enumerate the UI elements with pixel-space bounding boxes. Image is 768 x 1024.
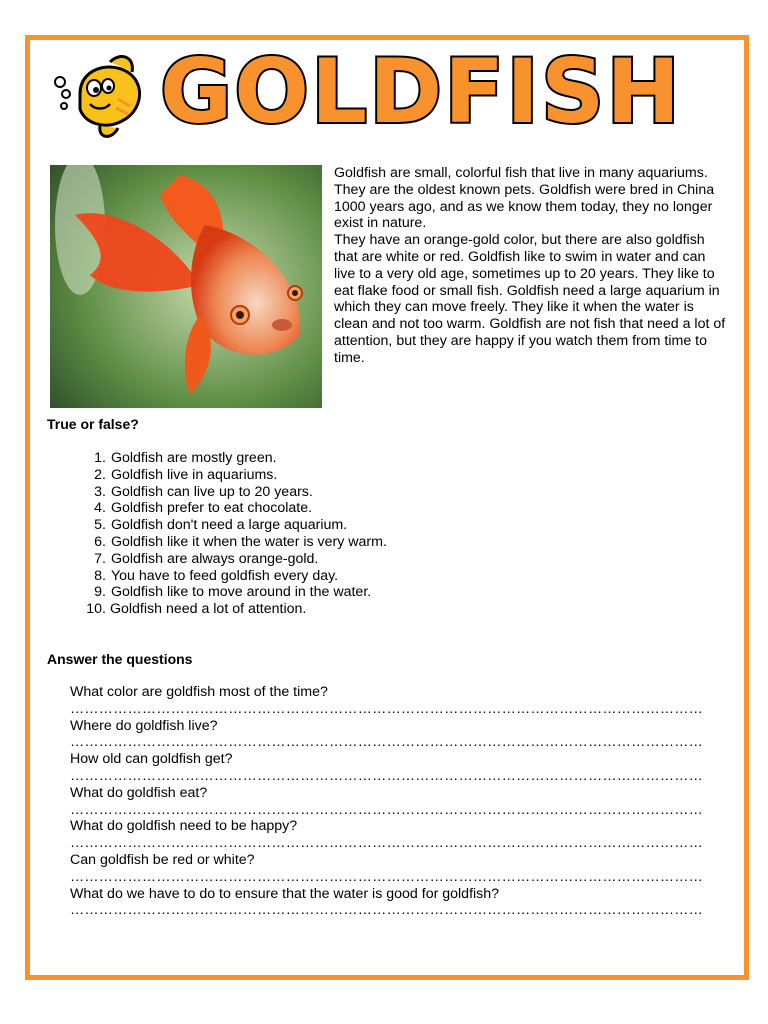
page-title: GOLDFISH [160, 40, 683, 143]
list-item: 6. Goldfish like it when the water is very warm. [94, 533, 387, 550]
question-text: What color are goldfish most of the time? [70, 684, 328, 700]
answer-questions-heading: Answer the questions [47, 651, 193, 667]
answer-line[interactable]: …………………………………………………………………………………………………………………… [70, 734, 704, 751]
goldfish-photo [50, 165, 322, 408]
question-text: What do goldfish need to be happy? [70, 818, 298, 835]
list-item: 9. Goldfish like to move around in the water. [94, 584, 372, 601]
true-false-list [70, 450, 387, 618]
list-item: 4. Goldfish prefer to eat chocolate. [94, 500, 313, 517]
list-item: 10. Goldfish need a lot of attention. [86, 601, 307, 618]
answer-line[interactable]: …………………………………………………………………………………………………………………… [70, 835, 704, 852]
list-item: 7. Goldfish are always orange-gold. [94, 550, 319, 567]
true-false-heading: True or false? [47, 416, 139, 432]
answer-line[interactable]: …………………………………………………………………………………………………………………… [70, 801, 704, 818]
intro-paragraph-2: They have an orange-gold color, but there are also goldfish that are white or red. Goldfish like to swim in water and can live to a very old age, sometimes up to 20 years. They like to eat flake food or small fish. Goldfish need a large aquarium in which they can move freely. They like it when the water is clean and not too warm. Goldfish are not fish that need a lot of attention, but they are happy if you watch them from time to time. [334, 232, 726, 366]
question-text: What do goldfish eat? [70, 784, 208, 801]
answer-line[interactable]: …………………………………………………………………………………………………………………… [70, 902, 704, 919]
title-banner [50, 40, 730, 150]
list-item: 1. Goldfish are mostly green. [94, 450, 277, 466]
question-text: What do we have to do to ensure that the water is good for goldfish? [70, 885, 500, 902]
list-item: 2. Goldfish live in aquariums. [94, 466, 278, 483]
cartoon-fish-icon [50, 44, 160, 144]
question-text: Where do goldfish live? [70, 717, 218, 734]
list-item: 8. You have to feed goldfish every day. [94, 567, 339, 584]
question-text: How old can goldfish get? [70, 751, 233, 768]
answer-line[interactable]: …………………………………………………………………………………………………………………… [70, 868, 704, 885]
question-text: Can goldfish be red or white? [70, 851, 255, 868]
list-item: 3. Goldfish can live up to 20 years. [94, 483, 313, 500]
answer-line[interactable]: …………………………………………………………………………………………………………………… [70, 700, 704, 717]
intro-text [334, 165, 729, 367]
questions-list [70, 684, 720, 919]
list-item: 5. Goldfish don't need a large aquarium. [94, 517, 348, 534]
intro-paragraph-1: Goldfish are small, colorful fish that live in many aquariums. They are the oldest known pets. Goldfish were bred in China 1000 years ago, and as we know them today, they no longer exist in nature. [334, 165, 715, 232]
answer-line[interactable]: …………………………………………………………………………………………………………………… [70, 767, 704, 784]
